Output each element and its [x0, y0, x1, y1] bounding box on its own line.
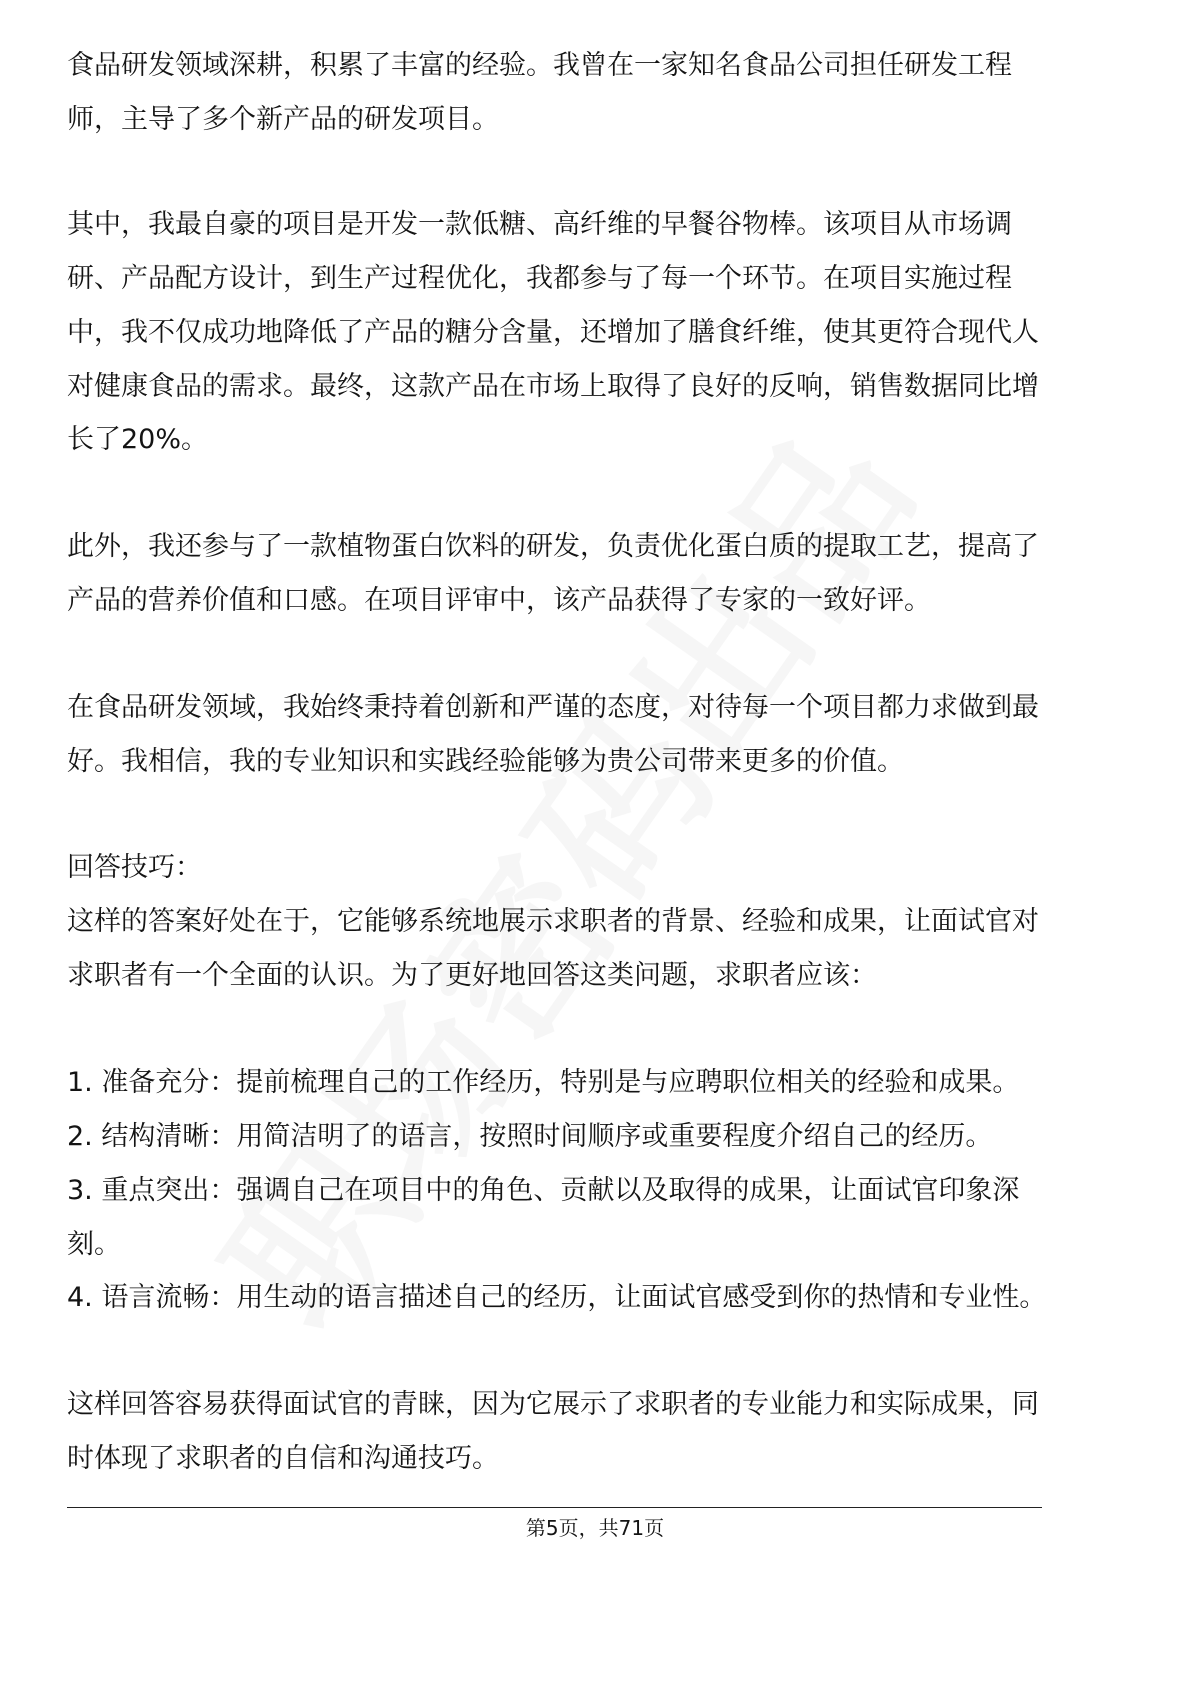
- paragraph-line: 产品的营养价值和口感。在项目评审中，该产品获得了专家的一致好评。: [67, 585, 931, 616]
- paragraph-line: 在食品研发领域，我始终秉持着创新和严谨的态度，对待每一个项目都力求做到最: [67, 692, 1039, 723]
- paragraph-line: 求职者有一个全面的认识。为了更好地回答这类问题，求职者应该：: [67, 960, 877, 991]
- paragraph-line: 中，我不仅成功地降低了产品的糖分含量，还增加了膳食纤维，使其更符合现代人: [67, 317, 1039, 348]
- paragraph-line: 这样的答案好处在于，它能够系统地展示求职者的背景、经验和成果，让面试官对: [67, 906, 1039, 937]
- paragraph-line: 食品研发领域深耕，积累了丰富的经验。我曾在一家知名食品公司担任研发工程: [67, 50, 1012, 81]
- watermark: [160, 372, 960, 1368]
- paragraph-line: 长了20%。: [67, 424, 209, 455]
- list-item: 3. 重点突出：强调自己在项目中的角色、贡献以及取得的成果，让面试官印象深: [67, 1175, 1020, 1206]
- paragraph-line: 好。我相信，我的专业知识和实践经验能够为贵公司带来更多的价值。: [67, 746, 904, 777]
- list-item: 2. 结构清晰：用简洁明了的语言，按照时间顺序或重要程度介绍自己的经历。: [67, 1121, 993, 1152]
- paragraph-line: 这样回答容易获得面试官的青睐，因为它展示了求职者的专业能力和实际成果，同: [67, 1389, 1039, 1420]
- list-item-continuation: 刻。: [67, 1229, 121, 1260]
- paragraph-line: 此外，我还参与了一款植物蛋白饮料的研发，负责优化蛋白质的提取工艺，提高了: [67, 531, 1039, 562]
- paragraph-line: 时体现了求职者的自信和沟通技巧。: [67, 1443, 499, 1474]
- section-heading: 回答技巧：: [67, 852, 202, 883]
- list-item: 4. 语言流畅：用生动的语言描述自己的经历，让面试官感受到你的热情和专业性。: [67, 1282, 1047, 1313]
- paragraph-line: 研、产品配方设计，到生产过程优化，我都参与了每一个环节。在项目实施过程: [67, 263, 1012, 294]
- paragraph-line: 对健康食品的需求。最终，这款产品在市场上取得了良好的反响，销售数据同比增: [67, 371, 1039, 402]
- footer-divider: [67, 1507, 1042, 1508]
- page-number: 第5页，共71页: [525, 1516, 665, 1540]
- list-item: 1. 准备充分：提前梳理自己的工作经历，特别是与应聘职位相关的经验和成果。: [67, 1067, 1020, 1098]
- paragraph-line: 师，主导了多个新产品的研发项目。: [67, 104, 499, 135]
- paragraph-line: 其中，我最自豪的项目是开发一款低糖、高纤维的早餐谷物棒。该项目从市场调: [67, 209, 1012, 240]
